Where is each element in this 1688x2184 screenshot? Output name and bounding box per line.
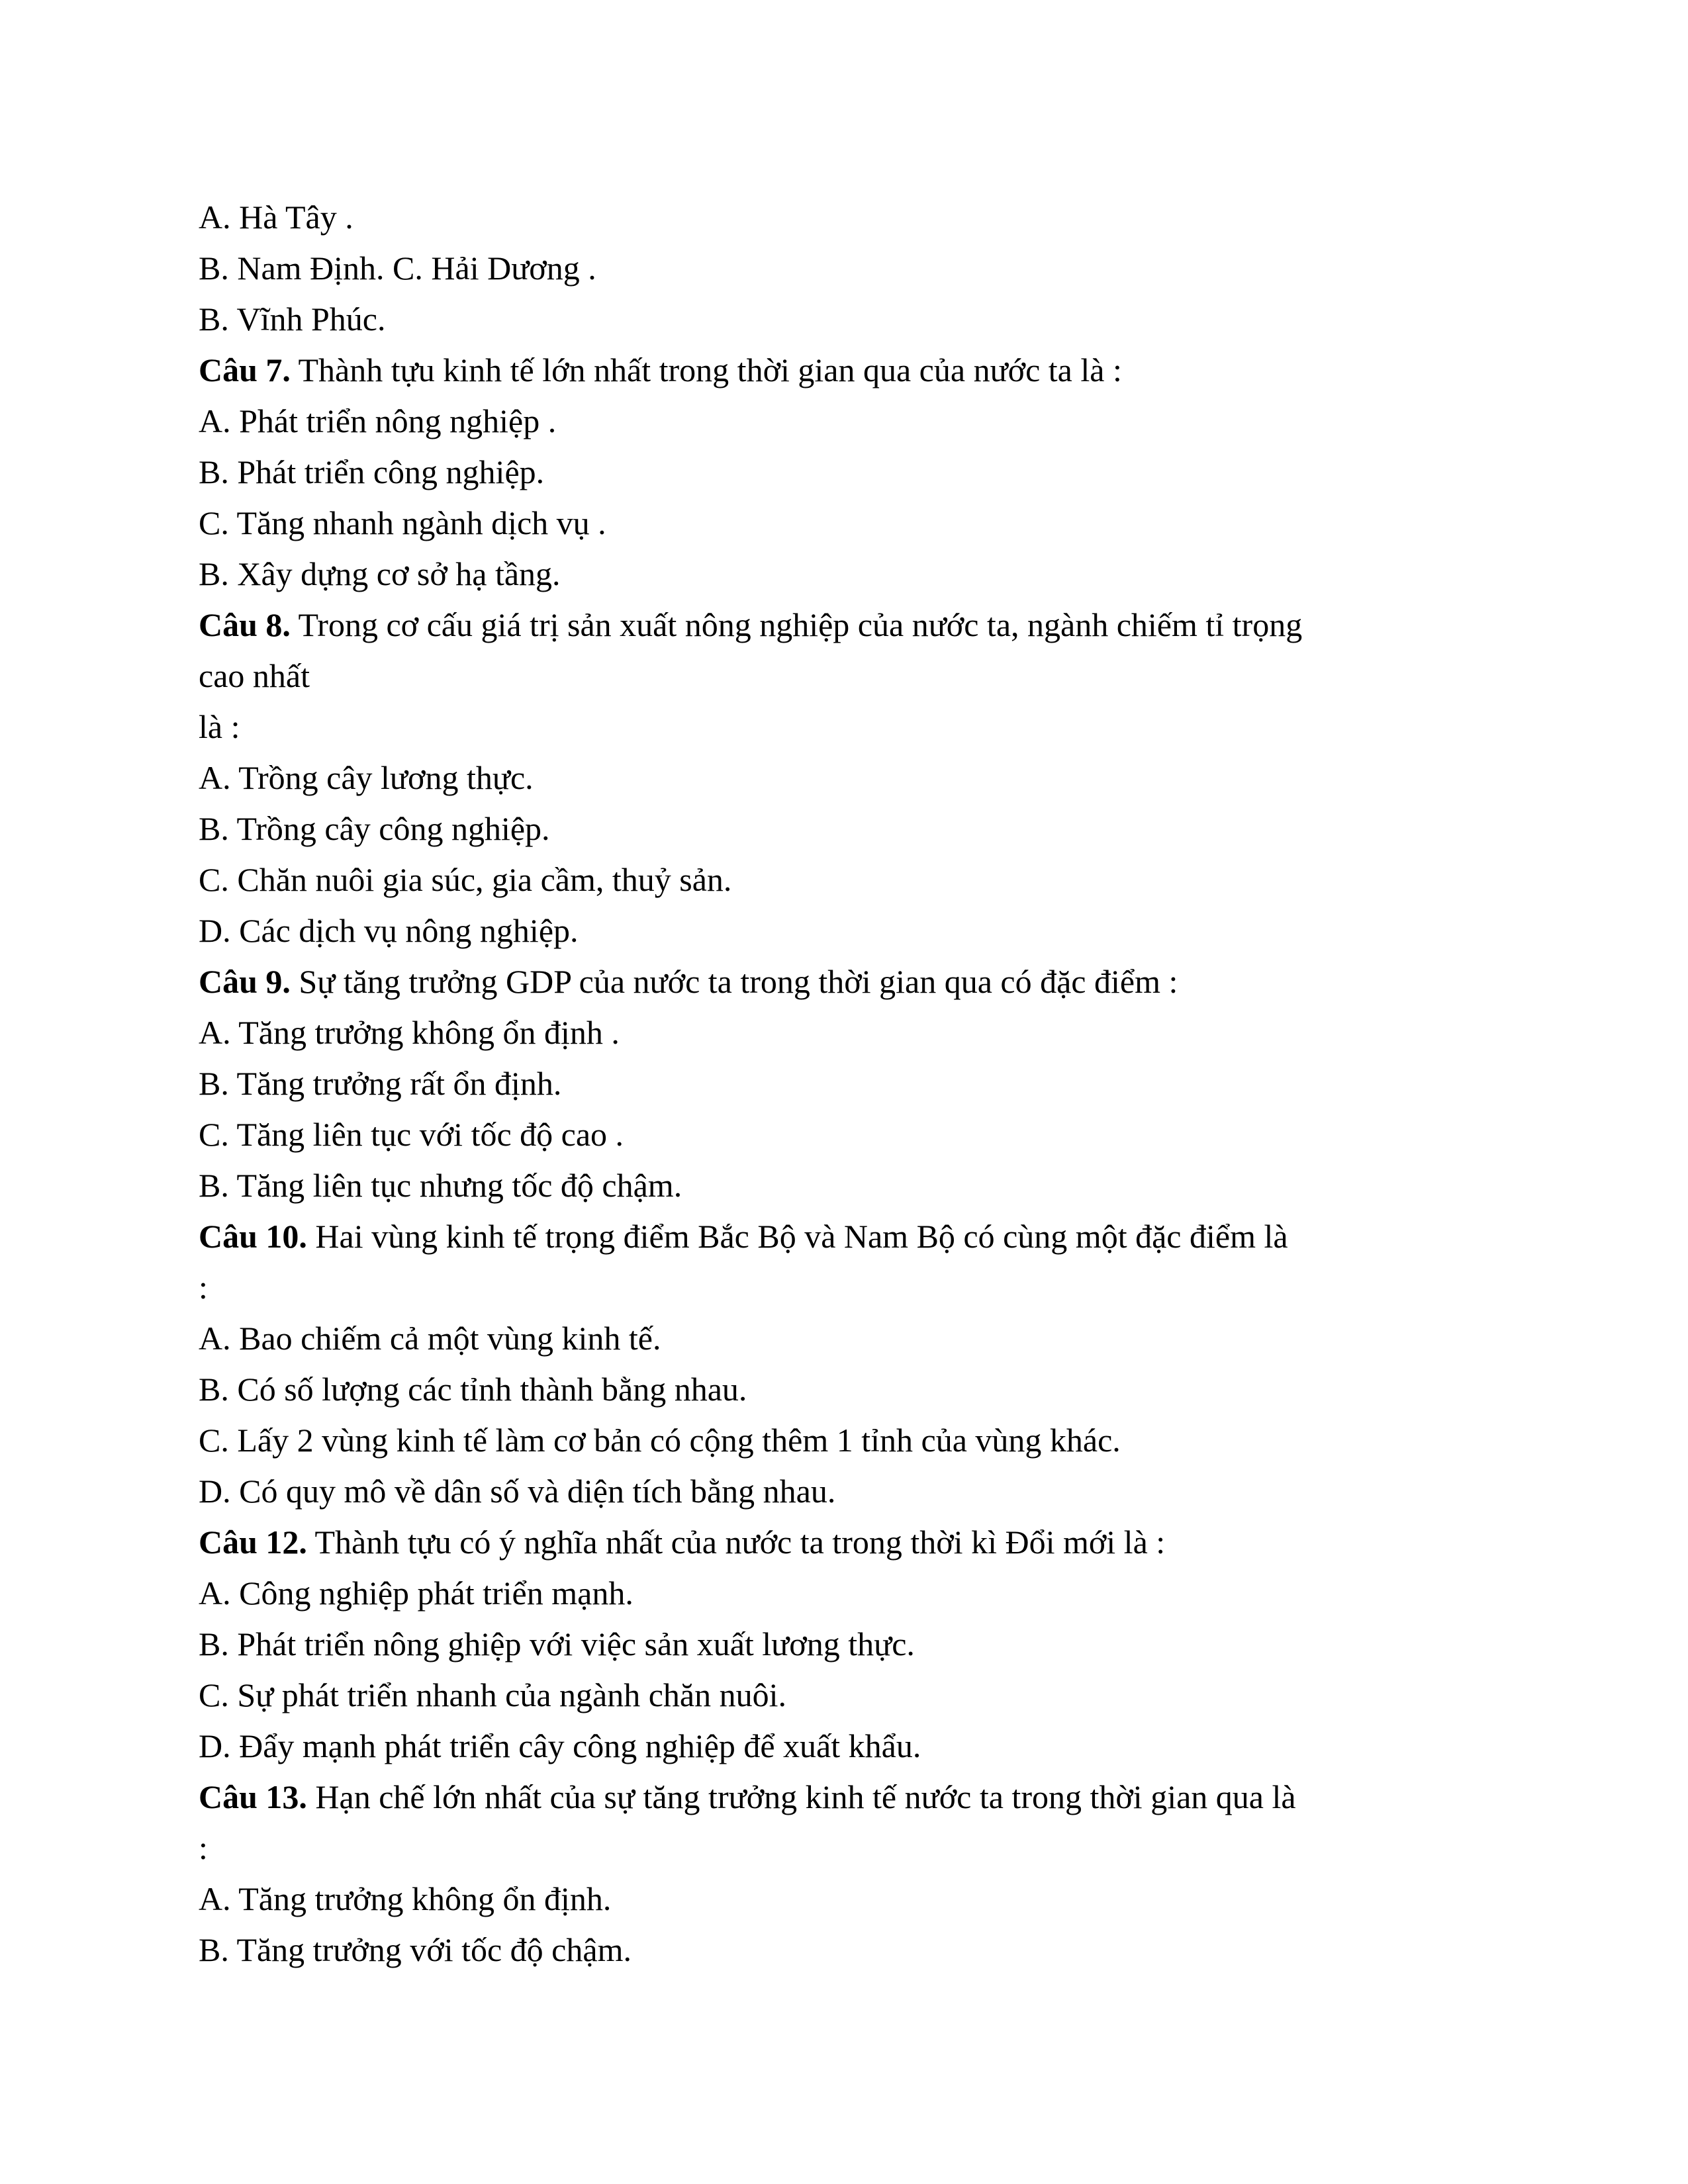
answer-option: C. Tăng nhanh ngành dịch vụ . [199,504,606,541]
question-text: Thành tựu có ý nghĩa nhất của nước ta trong thời kì Đổi mới là : [306,1524,1166,1561]
answer-option: B. Phát triển nông ghiệp với việc sản xuất lương thực. [199,1625,915,1662]
answer-option: B. Trồng cây công nghiệp. [199,810,550,847]
answer-option: B. Tăng trưởng rất ổn định. [199,1065,562,1102]
text-line: : [199,1829,208,1866]
question-line [199,1772,1523,1823]
answer-option: C. Chăn nuôi gia súc, gia cầm, thuỷ sản. [199,861,732,898]
answer-option: B. Vĩnh Phúc. [199,300,386,338]
answer-option: C. Lấy 2 vùng kinh tế làm cơ bản có cộng thêm 1 tỉnh của vùng khác. [199,1422,1121,1459]
answer-option: B. Tăng trưởng với tốc độ chậm. [199,1931,632,1968]
answer-option: D. Có quy mô về dân số và diện tích bằng nhau. [199,1473,836,1510]
answer-option: A. Tăng trưởng không ổn định . [199,1014,620,1051]
text-line: : [199,1269,208,1306]
question-text: Thành tựu kinh tế lớn nhất trong thời gian qua của nước ta là : [290,351,1122,388]
answer-option: B. Nam Định. C. Hải Dương . [199,250,596,287]
question-line [199,1517,1523,1568]
question-number: Câu 9. [199,963,291,1000]
answer-option: C. Sự phát triển nhanh của ngành chăn nuôi. [199,1676,787,1713]
answer-option: A. Tăng trưởng không ổn định. [199,1880,612,1917]
answer-option: A. Công nghiệp phát triển mạnh. [199,1574,633,1612]
question-text: Trong cơ cấu giá trị sản xuất nông nghiệp của nước ta, ngành chiếm tỉ trọng [290,606,1303,643]
question-line [199,600,1523,651]
document-body [199,192,1523,1976]
question-line [199,345,1523,396]
answer-option: B. Tăng liên tục nhưng tốc độ chậm. [199,1167,682,1204]
answer-option: B. Phát triển công nghiệp. [199,453,545,490]
answer-option: A. Hà Tây . [199,199,353,236]
answer-option: C. Tăng liên tục với tốc độ cao . [199,1116,624,1153]
question-number: Câu 13. [199,1778,307,1815]
answer-option: D. Đẩy mạnh phát triển cây công nghiệp để xuất khẩu. [199,1727,921,1764]
answer-option: B. Có số lượng các tỉnh thành bằng nhau. [199,1371,747,1408]
question-line [199,1211,1523,1262]
answer-option: A. Phát triển nông nghiệp . [199,402,557,439]
text-line: là : [199,708,240,745]
answer-option: B. Xây dựng cơ sở hạ tầng. [199,555,561,592]
question-number: Câu 10. [199,1218,307,1255]
question-line [199,956,1523,1007]
answer-option: A. Trồng cây lương thực. [199,759,534,796]
question-number: Câu 7. [199,351,291,388]
question-text: Sự tăng trưởng GDP của nước ta trong thời gian qua có đặc điểm : [290,963,1178,1000]
question-number: Câu 12. [199,1524,307,1561]
question-number: Câu 8. [199,606,291,643]
question-text: Hai vùng kinh tế trọng điểm Bắc Bộ và Nam Bộ có cùng một đặc điểm là [306,1218,1288,1255]
answer-option: A. Bao chiếm cả một vùng kinh tế. [199,1320,661,1357]
text-line: cao nhất [199,657,310,694]
question-text: Hạn chế lớn nhất của sự tăng trưởng kinh tế nước ta trong thời gian qua là [306,1778,1296,1815]
answer-option: D. Các dịch vụ nông nghiệp. [199,912,579,949]
